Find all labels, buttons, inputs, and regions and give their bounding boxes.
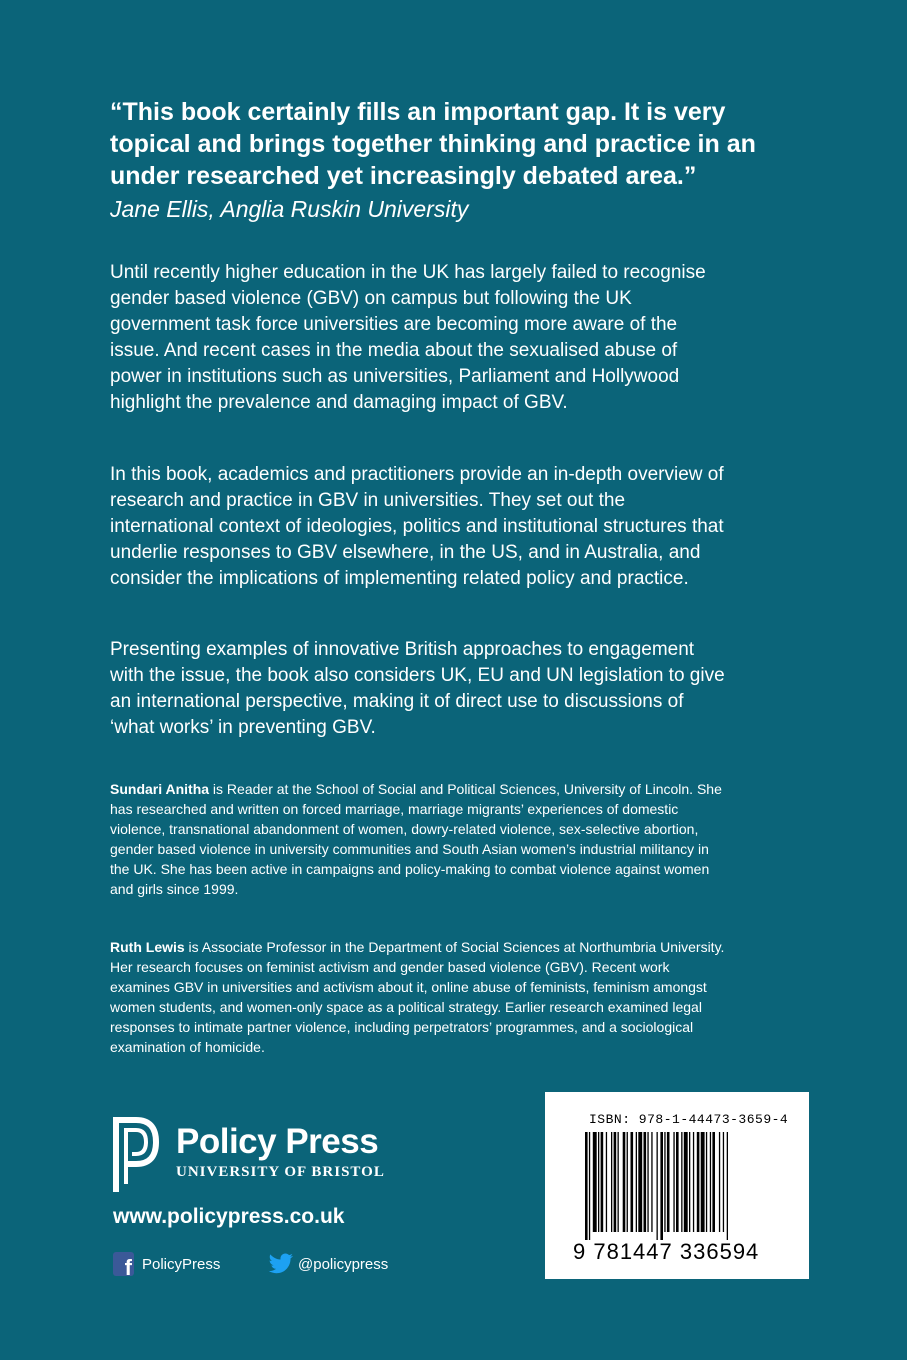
- barcode-bar: [638, 1132, 642, 1232]
- barcode-bar: [598, 1132, 599, 1232]
- publisher-website[interactable]: www.policypress.co.uk: [113, 1205, 345, 1228]
- barcode-bar: [723, 1132, 724, 1232]
- author-bio-text-2: is Associate Professor in the Department of Social Sciences at Northumbria University. Her research focuses on feminist activism and gender based violence (GBV). Recent work examines GBV in universities and activism about it, online abuse of feminists, feminism amongst women students, and women-only space as a political strategy. Earlier research examined legal responses to intimate partner violence, including perpetrators’ programmes, and a sociological examination of homicide.: [110, 939, 725, 1055]
- author-bio-text-1: is Reader at the School of Social and Political Sciences, University of Lincoln. She has researched and written on forced marriage, marriage migrants’ experiences of domestic violence, transnational abandonment of women, dowry-related violence, sex-selective abortion, gender based violence in university communities and South Asian women’s industrial militancy in the UK. She has been active in campaigns and policy-making to combat violence against women and girls since 1999.: [110, 781, 722, 897]
- author-bio-1: [110, 779, 725, 899]
- description-paragraph-1: Until recently higher education in the UK has largely failed to recognise gender based violence (GBV) on campus but following the UK government task force universities are becoming more aware of the issue. And recent cases in the media about the sexualised abuse of power in institutions such as universities, Parliament and Hollywood highlight the prevalence and damaging impact of GBV.: [110, 262, 706, 413]
- barcode-bar: [689, 1132, 690, 1232]
- isbn-label: ISBN: 978-1-44473-3659-4: [589, 1112, 789, 1127]
- barcode-bar: [664, 1132, 665, 1232]
- barcode-bar: [701, 1132, 705, 1232]
- twitter-icon: [268, 1253, 294, 1275]
- barcode-bar: [618, 1132, 619, 1232]
- twitter-link[interactable]: [268, 1251, 388, 1277]
- barcode-bar: [614, 1132, 617, 1232]
- author-bio-2: [110, 937, 725, 1057]
- quote-attribution: Jane Ellis, Anglia Ruskin University: [110, 196, 469, 222]
- barcode-bar: [710, 1132, 711, 1232]
- barcode-bar: [681, 1132, 682, 1232]
- facebook-icon: f: [113, 1252, 134, 1276]
- barcode-panel: [545, 1092, 809, 1279]
- barcode-bar: [719, 1132, 720, 1232]
- barcode-bar: [684, 1132, 688, 1232]
- description-paragraph-3: Presenting examples of innovative British approaches to engagement with the issue, the book also considers UK, EU and UN legislation to give an international perspective, making it of direct use to discussions of ‘what works’ in preventing GBV.: [110, 639, 725, 738]
- barcode-bar: [585, 1132, 588, 1240]
- description-paragraph-2: In this book, academics and practitioners provide an in-depth overview of research and practice in GBV in universities. They set out the international context of ideologies, politics and institutional structures that underlie responses to GBV elsewhere, in the US, and in Australia, and consider the implications of implementing related policy and practice.: [110, 464, 724, 589]
- barcode-bar: [589, 1132, 590, 1240]
- barcode-bar: [706, 1132, 707, 1232]
- facebook-link[interactable]: [113, 1251, 220, 1277]
- barcode-bar: [636, 1132, 637, 1232]
- barcode-bar: [606, 1132, 607, 1232]
- barcode-bar: [593, 1132, 597, 1232]
- facebook-handle: PolicyPress: [142, 1255, 221, 1273]
- barcode-bar: [651, 1132, 652, 1232]
- publisher-logo: [110, 1114, 385, 1194]
- barcode-bar: [657, 1132, 658, 1240]
- barcode-bar: [693, 1132, 694, 1232]
- barcode-bar: [673, 1132, 674, 1232]
- publisher-name: Policy Press: [176, 1122, 379, 1161]
- barcode-bar: [667, 1132, 670, 1232]
- barcode-bar: [727, 1132, 728, 1240]
- barcode-image: [585, 1132, 775, 1242]
- barcode-bar: [623, 1132, 626, 1232]
- policy-press-p-icon: [110, 1114, 168, 1194]
- barcode-bar: [644, 1132, 647, 1232]
- barcode-bar: [676, 1132, 679, 1232]
- barcode-bar: [631, 1132, 634, 1232]
- publisher-subtitle: UNIVERSITY OF BRISTOL: [176, 1164, 385, 1180]
- author-name-1: Sundari Anitha: [110, 781, 210, 797]
- barcode-bar: [697, 1132, 700, 1232]
- barcode-bar: [712, 1132, 715, 1232]
- barcode-bar: [627, 1132, 628, 1232]
- twitter-handle: @policypress: [298, 1255, 389, 1273]
- isbn-number: 9 781447 336594: [573, 1239, 760, 1264]
- barcode-bar: [660, 1132, 663, 1240]
- review-quote: “This book certainly fills an important gap. It is very topical and brings together thinking and practice in an under researched yet increasingly debated area.”: [110, 98, 756, 190]
- author-name-2: Ruth Lewis: [110, 939, 185, 955]
- barcode-bar: [611, 1132, 612, 1232]
- barcode-bar: [601, 1132, 604, 1232]
- barcode-bar: [647, 1132, 648, 1232]
